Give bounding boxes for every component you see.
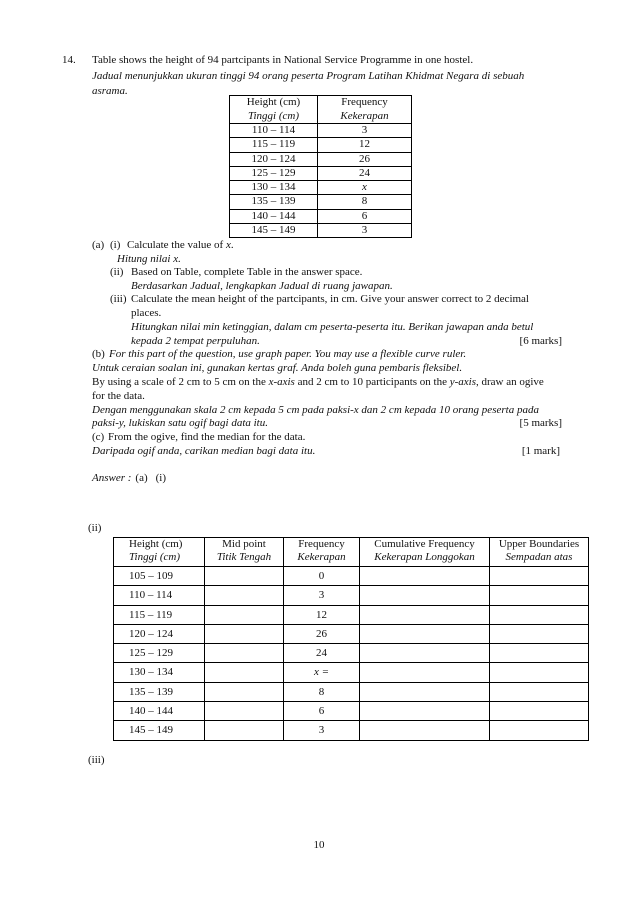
cumulative-frequency-cell [360, 683, 490, 701]
cumulative-frequency-cell [360, 644, 490, 662]
answer-a-label: (a) [135, 472, 148, 484]
frequency-cell: 3 [284, 586, 360, 604]
part-c-en: From the ogive, find the median for the data. [108, 431, 306, 443]
part-a-iii-label: (iii) [110, 293, 127, 305]
frequency-cell: x [362, 181, 367, 193]
upper-boundaries-header-en: Upper Boundaries [498, 538, 580, 550]
height-header-ms: Tinggi (cm) [129, 551, 181, 563]
part-c-ms: Daripada ogif anda, carikan median bagi data itu. [92, 445, 316, 457]
cumulative-frequency-cell [360, 567, 490, 585]
height-cell: 110 – 114 [230, 124, 318, 137]
part-c-marks: [1 mark] [521, 445, 560, 457]
page-number: 10 [313, 839, 325, 851]
part-b-instruction-en: For this part of the question, use graph paper. You may use a flexible curve ruler. [109, 348, 467, 360]
cumulative-frequency-cell [360, 625, 490, 643]
height-header [114, 538, 205, 566]
frequency-header [318, 96, 411, 123]
mid-point-header [205, 538, 284, 566]
height-cell: 130 – 134 [114, 663, 205, 681]
frequency-header-ms: Kekerapan [340, 109, 389, 122]
task-text-3: , draw an ogive [476, 376, 544, 388]
upper-boundaries-header-ms: Sempadan atas [505, 551, 573, 563]
cumulative-frequency-cell [360, 606, 490, 624]
height-cell: 110 – 114 [114, 586, 205, 604]
frequency-cell: 12 [284, 606, 360, 624]
data-table-row [230, 166, 411, 180]
part-a-iii-en-line-1: Calculate the mean height of the partcipants, in cm. Give your answer correct to 2 decimal [131, 293, 529, 305]
mid-point-header-en: Mid point [222, 538, 266, 550]
height-cell: 120 – 124 [230, 153, 318, 166]
question-stem-en: Table shows the height of 94 partcipants in National Service Programme in one hostel. [92, 54, 474, 66]
frequency-header-ms: Kekerapan [297, 551, 346, 563]
mid-point-cell [205, 721, 284, 739]
question-stem-ms-line-2: asrama. [92, 85, 128, 97]
part-b-task-en-line-1 [92, 375, 544, 389]
frequency-cell: 24 [284, 644, 360, 662]
frequency-cell: x = [284, 663, 360, 681]
mid-point-cell [205, 702, 284, 720]
part-a-marks: [6 marks] [519, 335, 562, 347]
cumulative-frequency-cell [360, 586, 490, 604]
height-cell: 115 – 119 [114, 606, 205, 624]
frequency-cell: 6 [361, 209, 368, 222]
mid-point-cell [205, 567, 284, 585]
height-cell: 130 – 134 [230, 181, 318, 194]
frequency-cell: 0 [284, 567, 360, 585]
height-header-ms: Tinggi (cm) [247, 109, 300, 122]
frequency-cell: 12 [359, 138, 370, 151]
data-table-header [230, 96, 411, 123]
frequency-cell: 3 [284, 721, 360, 739]
part-a-iii-ms-line-2: kepada 2 tempat perpuluhan. [131, 335, 260, 347]
height-cell: 145 – 149 [114, 721, 205, 739]
frequency-header-en: Frequency [298, 538, 345, 550]
cumulative-frequency-cell [360, 663, 490, 681]
frequency-cell: 24 [359, 166, 370, 179]
answer-table-row [114, 566, 588, 585]
frequency-header-en: Frequency [341, 96, 388, 108]
height-header [230, 96, 318, 123]
height-cell: 125 – 129 [230, 167, 318, 180]
data-table-row [230, 137, 411, 151]
part-a-i-en-text: Calculate the value of [127, 239, 226, 251]
frequency-cell: 3 [361, 124, 368, 136]
answer-table-row [114, 662, 588, 681]
data-table-row [230, 194, 411, 208]
upper-boundary-cell [490, 644, 588, 662]
part-b-task-en-line-2: for the data. [92, 390, 145, 402]
upper-boundary-cell [490, 625, 588, 643]
data-table [229, 95, 412, 238]
height-cell: 140 – 144 [230, 210, 318, 223]
upper-boundary-cell [490, 606, 588, 624]
part-a-label: (a) [92, 239, 105, 251]
part-c-label: (c) [92, 431, 105, 443]
height-cell: 140 – 144 [114, 702, 205, 720]
upper-boundary-cell [490, 663, 588, 681]
part-a-ii-en: Based on Table, complete Table in the answer space. [131, 266, 363, 278]
height-cell: 145 – 149 [230, 224, 318, 237]
answer-label: Answer : [92, 472, 132, 484]
task-text-1: By using a scale of 2 cm to 5 cm on the [92, 376, 269, 388]
cumulative-frequency-header [360, 538, 490, 566]
upper-boundary-cell [490, 683, 588, 701]
answer-table-header [114, 538, 588, 566]
data-table-row [230, 223, 411, 237]
mid-point-cell [205, 644, 284, 662]
upper-boundary-cell [490, 721, 588, 739]
task-text-2: and 2 cm to 10 participants on the [294, 376, 450, 388]
frequency-header [284, 538, 360, 566]
mid-point-cell [205, 663, 284, 681]
height-cell: 105 – 109 [114, 567, 205, 585]
mid-point-cell [205, 606, 284, 624]
answer-table-row [114, 682, 588, 701]
cumulative-frequency-cell [360, 721, 490, 739]
y-axis-term: y-axis [449, 376, 476, 388]
height-cell: 120 – 124 [114, 625, 205, 643]
frequency-cell: 8 [284, 683, 360, 701]
cumulative-frequency-header-ms: Kekerapan Longgokan [374, 551, 475, 563]
answer-i-label: (i) [155, 472, 167, 484]
height-cell: 115 – 119 [230, 138, 318, 151]
answer-table-row [114, 624, 588, 643]
answer-table-row [114, 720, 588, 739]
frequency-cell: 6 [284, 702, 360, 720]
part-b-task-ms-line-1: Dengan menggunakan skala 2 cm kepada 5 cm pada paksi-x dan 2 cm kepada 10 orang peserta pada [92, 404, 539, 416]
question-number: 14. [62, 54, 76, 66]
part-b-task-ms-line-2: paksi-y, lukiskan satu ogif bagi data itu. [92, 417, 268, 429]
answer-heading [92, 471, 166, 485]
part-b-instruction-ms: Untuk ceraian soalan ini, gunakan kertas graf. Anda boleh guna pembaris fleksibel. [92, 362, 463, 374]
cumulative-frequency-cell [360, 702, 490, 720]
part-a-i-ms: Hitung nilai x. [117, 253, 181, 265]
cumulative-frequency-header-en: Cumulative Frequency [374, 538, 475, 550]
mid-point-cell [205, 683, 284, 701]
upper-boundaries-header [490, 538, 588, 566]
part-a-i-en [127, 238, 234, 252]
answer-table [113, 537, 589, 741]
part-b-label: (b) [92, 348, 105, 360]
data-table-row [230, 180, 411, 194]
answer-table-row [114, 643, 588, 662]
data-table-row [230, 152, 411, 166]
frequency-cell: 3 [361, 223, 368, 236]
height-cell: 125 – 129 [114, 644, 205, 662]
part-a-i-label: (i) [110, 239, 121, 251]
mid-point-cell [205, 586, 284, 604]
height-header-en: Height (cm) [246, 96, 301, 108]
part-a-i-en-end: . [230, 239, 234, 251]
mid-point-cell [205, 625, 284, 643]
upper-boundary-cell [490, 702, 588, 720]
part-b-marks: [5 marks] [519, 417, 562, 429]
data-table-row [230, 123, 411, 137]
answer-table-row [114, 701, 588, 720]
mid-point-header-ms: Titik Tengah [216, 551, 272, 563]
upper-boundary-cell [490, 567, 588, 585]
frequency-cell: 8 [361, 195, 368, 208]
answer-iii-label: (iii) [88, 754, 105, 766]
part-a-iii-en-line-2: places. [131, 307, 162, 319]
variable-x: x [225, 239, 231, 251]
answer-table-row [114, 585, 588, 604]
height-header-en: Height (cm) [129, 538, 183, 550]
frequency-cell: 26 [359, 152, 370, 165]
answer-ii-label: (ii) [88, 522, 102, 534]
upper-boundary-cell [490, 586, 588, 604]
height-cell: 135 – 139 [230, 195, 318, 208]
part-a-ii-ms: Berdasarkan Jadual, lengkapkan Jadual di ruang jawapan. [131, 280, 393, 292]
x-axis-term: x-axis [268, 376, 295, 388]
data-table-row [230, 209, 411, 223]
answer-table-row [114, 605, 588, 624]
part-a-iii-ms-line-1: Hitungkan nilai min ketinggian, dalam cm peserta-peserta itu. Berikan jawapan anda betul [131, 321, 534, 333]
question-stem-ms-line-1: Jadual menunjukkan ukuran tinggi 94 orang peserta Program Latihan Khidmat Negara di sebuah [92, 70, 525, 82]
frequency-cell: 26 [284, 625, 360, 643]
part-a-ii-label: (ii) [110, 266, 124, 278]
height-cell: 135 – 139 [114, 683, 205, 701]
